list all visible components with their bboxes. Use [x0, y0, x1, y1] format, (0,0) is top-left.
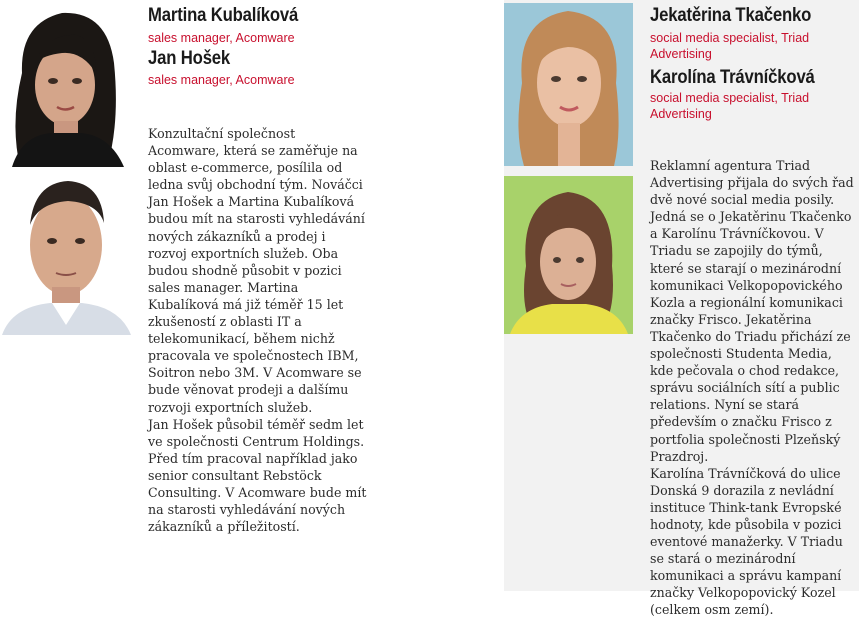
photo-martina-kubalikova — [2, 3, 131, 167]
name-martina-kubalikova: Martina Kubalíková — [148, 5, 299, 26]
name-jekaterina-tkacenko: Jekatěrina Tkačenko — [650, 5, 812, 26]
right-paragraph-2: Karolína Trávníčková do ulice Donská 9 dorazila z nevládní instituce Think-tank Evropské hodnoty, kde působila v pozici eventové manažerky. V Triadu se stará o mezinárodní komunikaci a správu kampaní značky Velkopopovický Kozel (celkem osm zemí). — [650, 465, 843, 618]
role-jan-hosek: sales manager, Acomware — [148, 73, 295, 87]
left-paragraph-2: Jan Hošek působil téměř sedm let ve společnosti Centrum Holdings. Před tím pracoval například jako senior consultant Rebstöck Consulting. V Acomware bude mít na starosti vyhledávání nových zákazníků a příležitostí. — [148, 416, 367, 535]
right-article-body — [650, 157, 858, 619]
role-jekaterina-tkacenko: social media specialist, Triad Advertising — [650, 31, 810, 61]
name-jan-hosek: Jan Hošek — [148, 48, 231, 69]
photo-jan-hosek — [2, 175, 131, 335]
role-karolina-travnickova: social media specialist, Triad Advertising — [650, 91, 810, 121]
role-martina-kubalikova: sales manager, Acomware — [148, 31, 295, 45]
name-karolina-travnickova: Karolína Trávníčková — [650, 67, 815, 88]
photo-jekaterina-tkacenko — [504, 3, 633, 166]
photo-karolina-travnickova — [504, 176, 633, 334]
left-article-body — [148, 125, 368, 535]
right-paragraph-1: Reklamní agentura Triad Advertising přijala do svých řad dvě nové social media posily. Jedná se o Jekatěrinu Tkačenko a Karolínu Trávníčkovou. V Triadu se zapojily do týmů, které se starají o mezinárodní komunikaci Velkopopovického Kozla a regionální komunikaci značky Frisco. Jekatěrina Tkačenko do Triadu přichází ze společnosti Studenta Media, kde pečovala o chod redakce, správu sociálních sítí a public relations. Nyní se stará především o značku Frisco z portfolia společnosti Plzeňský Prazdroj. — [650, 158, 854, 464]
left-paragraph-1: Konzultační společnost Acomware, která se zaměřuje na oblast e-commerce, posílila od ledna svůj obchodní tým. Nováčci Jan Hošek a Martina Kubalíková budou mít na starosti vyhledávání nových zákazníků a prodej i rozvoj exportních služeb. Oba budou shodně působit v pozici sales manager. Martina Kubalíková má již téměř 15 let zkušeností z oblasti IT a telekomunikací, během nichž pracovala ve společnostech IBM, Soitron nebo 3M. V Acomware se bude věnovat prodeji a dalšímu rozvoji exportních služeb. — [148, 126, 365, 415]
